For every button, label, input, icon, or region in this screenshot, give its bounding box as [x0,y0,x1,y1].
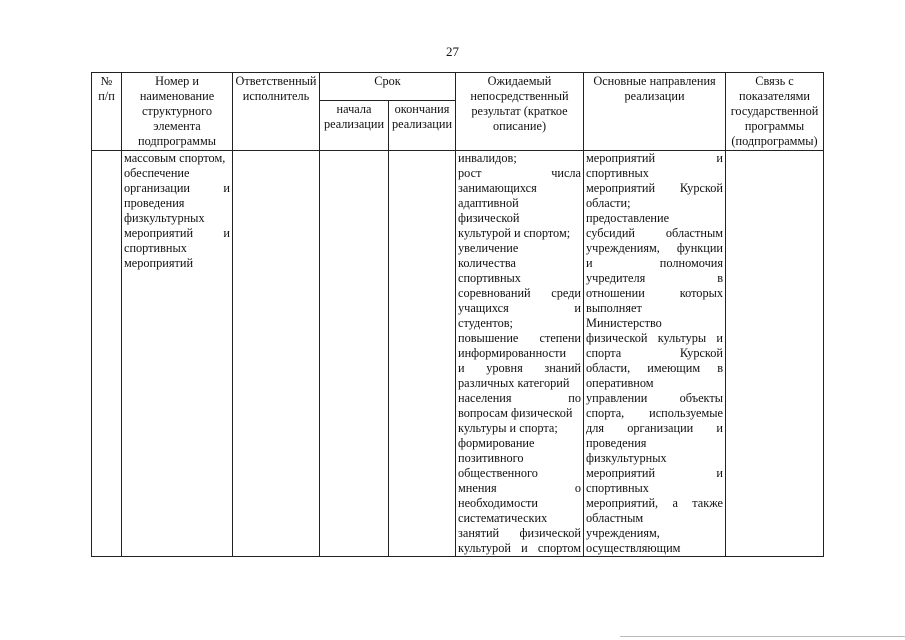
header-responsible [233,73,320,151]
directions-text-line: учреждениям, функции [586,241,724,255]
expected-text-line: инвалидов; [458,151,517,165]
expected-text-line: информированности [458,346,567,360]
directions-text-line: спортивных [586,481,649,495]
program-table [91,72,824,557]
cell-end [389,151,456,557]
directions-text-line: учреждениям, [586,526,660,540]
header-link [726,73,824,151]
directions-text-line: отношении которых [586,286,724,300]
header-responsible-line: Ответственный [235,74,317,88]
expected-text-line: занятий физической [458,526,582,540]
directions-text-line: спортивных [586,166,649,180]
expected-text-line: учащихся и [458,301,582,315]
expected-text-line: формирование [458,436,535,450]
header-expected [456,73,584,151]
expected-text-line: спортивных [458,271,521,285]
directions-text-line: мероприятий и [586,151,724,165]
expected-text-line: повышение степени [458,331,582,345]
directions-text-line: мероприятий Курской [586,181,724,195]
directions-text-line: и полномочия [586,256,724,270]
directions-text-line: мероприятий, а также [586,496,724,510]
name-text-line: спортивных [124,241,187,255]
header-name [122,73,233,151]
directions-text-line: физкультурных [586,451,667,465]
directions-text-line: оперативном [586,376,654,390]
header-start-line: начала [336,101,372,116]
header-start-line: реализации [323,116,385,131]
header-link-line: государственной [730,104,819,118]
header-directions-line: Основные направления [593,74,716,88]
directions-text-line: области, имеющим в [586,361,724,375]
expected-text-line: населения по [458,391,582,405]
expected-text-line: необходимости [458,496,538,510]
expected-text-line: различных категорий [458,376,570,390]
cell-name-text [124,151,230,271]
directions-text-line: для организации и [586,421,724,435]
cell-responsible [233,151,320,557]
cell-num [92,151,122,557]
header-name-line: наименование [139,89,215,103]
directions-text-line: учредителя в [586,271,724,285]
directions-text-line: спорта Курской [586,346,724,360]
header-link-line: (подпрограммы) [731,134,818,148]
name-text-line: обеспечение [124,166,190,180]
cell-start [320,151,389,557]
expected-text-line: культуры и спорта; [458,421,558,435]
directions-text-line: проведения [586,436,647,450]
directions-text-line: предоставление [586,211,670,225]
directions-text-line: осуществляющим [586,541,681,555]
expected-text-line: физической [458,211,520,225]
header-term: Срок [320,73,456,101]
expected-text-line: адаптивной [458,196,519,210]
cell-name [122,151,233,557]
header-name-line: Номер и [155,74,199,88]
name-text-line: организации и [124,181,230,195]
expected-text-line: мнения о [458,481,582,495]
header-start [320,100,389,150]
name-text-line: мероприятий и [124,226,230,240]
header-row [92,73,824,101]
header-directions-line: реализации [624,89,685,103]
header-name-line: элемента [153,119,201,133]
directions-text-line: физической культуры и [586,331,724,345]
expected-text-line: и уровня знаний [458,361,582,375]
expected-text-line: студентов; [458,316,513,330]
directions-text-line: Министерство [586,316,662,330]
header-expected-line: непосредственный [470,89,569,103]
expected-text-line: увеличение [458,241,519,255]
expected-text-line: количества [458,256,516,270]
page-number: 27 [446,44,459,59]
header-name-line: подпрограммы [138,134,216,148]
name-text-line: физкультурных [124,211,205,225]
header-end-line: окончания [394,101,450,116]
directions-text-line: областным [586,511,644,525]
cell-expected-text [458,151,581,556]
directions-text-line: спорта, используемые [586,406,724,420]
expected-text-line: систематических [458,511,548,525]
expected-text-line: общественного [458,466,538,480]
header-link-line: показателями [739,89,810,103]
table-row [92,151,824,557]
header-num-line: п/п [98,89,115,103]
expected-text-line: соревнований среди [458,286,582,300]
header-end [389,100,456,150]
expected-text-line: культурой и спортом [458,541,582,555]
directions-text-line: области; [586,196,631,210]
directions-text-line: управлении объекты [586,391,724,405]
header-responsible-line: исполнитель [242,89,310,103]
header-expected-line: результат (краткое [471,104,568,118]
directions-text-line: мероприятий и [586,466,724,480]
header-directions [584,73,726,151]
expected-text-line: вопросам физической [458,406,573,420]
header-expected-line: Ожидаемый [487,74,552,88]
name-text-line: мероприятий [124,256,194,270]
scan-edge-line [620,636,905,637]
name-text-line: массовым спортом, [124,151,226,165]
expected-text-line: позитивного [458,451,524,465]
cell-directions [584,151,726,557]
directions-text-line: субсидий областным [586,226,724,240]
expected-text-line: занимающихся [458,181,537,195]
expected-text-line: рост числа [458,166,582,180]
expected-text-line: культурой и спортом; [458,226,571,240]
header-link-line: программы [744,119,805,133]
cell-link [726,151,824,557]
header-link-line: Связь с [755,74,794,88]
directions-text-line: выполняет [586,301,642,315]
header-expected-line: описание) [492,119,547,133]
name-text-line: проведения [124,196,185,210]
header-num [92,73,122,151]
cell-expected [456,151,584,557]
header-end-line: реализации [391,116,453,131]
cell-directions-text [586,151,723,556]
header-num-line: № [100,74,113,88]
header-name-line: структурного [141,104,213,118]
